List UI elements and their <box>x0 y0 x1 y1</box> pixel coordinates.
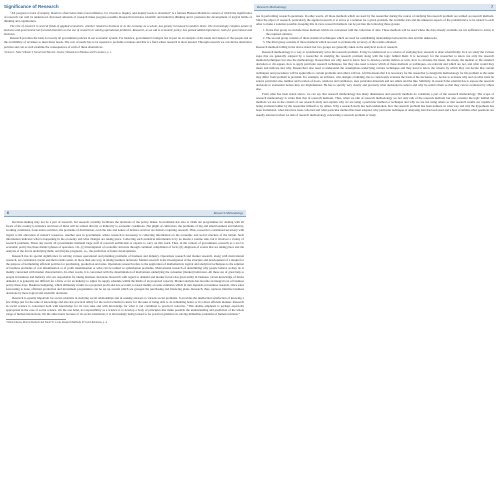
footnote-rule <box>6 319 66 320</box>
paragraph: The role of research in several fields of applied economics, whether related to business or to the economy as a whole, has greatly increased in modern times. The increasingly complex nature of business and government has focused attention on the use of research in solving operational problems. Research, as an aid to economic policy, has gained added importance, both for government and business. <box>4 23 252 37</box>
running-head: Research Methodology <box>257 5 287 9</box>
page-header <box>254 4 496 11</box>
footnote: ¹ Robert C. Meir, William T. Newell and Harold L. Dazier, Simulation in Business and Economics, p. 1. <box>4 50 112 54</box>
paragraph: From what has been stated above, we can say that research methodology has many dimensions and research methods do constitute a part of the research methodology. The scope of research methodology is wider than that of research methods. Thus, when we talk of research methodology we not only talk of the research methods but also consider the logic behind the methods we use in the context of our research study and explain why we are using a particular method or technique and why we are not using others so that research results are capable of being evaluated either by the researcher himself or by others. Why a research study has been undertaken, how the research problem has been defined, in what way and why the hypothesis has been formulated, what data have been collected and what particular method has been adopted, why particular technique of analysing data has been used and a host of similar other questions are usually answered when we talk of research methodology concerning a research problem or study. <box>256 91 494 117</box>
page-header <box>4 210 246 217</box>
body-text <box>4 220 246 317</box>
method-groups-list <box>256 28 494 45</box>
left-page <box>4 210 246 496</box>
top-page-fragment <box>4 4 252 204</box>
paragraph: Research provides the basis for nearly all government policies in our economic system. For instance, government’s budgets rest in part on an analysis of the needs and desires of the people and on the availability of revenues to meet these needs. The cost of needs has to be equated to probable revenues and this is a field where research is most needed. Through research we can devise alternative policies and can as well examine the consequences of each of these alternatives. <box>4 36 252 49</box>
list-item: 2. The second group consists of those statistical techniques which are used for establishing relationships between the data and the unknowns; <box>266 36 494 40</box>
page-number: 6 <box>7 211 9 215</box>
paragraph: Research has its special significance in solving various operational and planning problems of business and industry. Operations research and market research, along with motivational research, are considered crucial and their results assist, in more than one way, in taking business decisions. Market research is the investigation of the structure and development of a market for the purpose of formulating efficient policies for purchasing, production and sales. Operations research refers to the application of mathematical, logical and analytical techniques to the solution of business problems of cost minimisation or of profit maximisation or what can be termed as optimisation problems. Motivational research of determining why people behave as they do is mainly concerned with market characteristics. In other words, it is concerned with the determination of motivations underlying the consumer (market) behaviour. All these are of great help to people in business and industry who are responsible for taking business decisions. Research with regard to demand and market factors has great utility in business. Given knowledge of future demand, it is generally not difficult for a firm, or for an industry to adjust its supply schedule within the limits of its projected capacity. Market analysis has become an integral tool of business policy these days. Business budgeting, which ultimately results in a projected profit and loss account, is based mainly on sales estimates which in turn depends on business research. Once sales forecasting is done, efficient production and investment programmes can be set up around which are grouped the purchasing and financing plans. Research, thus, replaces intuitive business decisions by more logical and scientific decisions. <box>6 253 244 296</box>
paragraph: Decision-making may not be a part of research, but research certainly facilitates the decisions of the policy maker. Government has also to chalk out programmes for dealing with all facets of the country’s existence and most of these will be related directly or indirectly to economic conditions. The plight of cultivators, the problems of big and small business and industry, working conditions, trade union activities, the problems of distribution, even the size and nature of defence services are matters requiring research. Thus, research is considered necessary with regard to the allocation of nation’s resources. Another area in government, where research is necessary, is collecting information on the economic and social structure of the nation. Such information indicates what is happening in the economy and what changes are taking place. Collecting such statistical information is by no means a routine task, but it involves a variety of research problems. These day nearly all governments maintain large staff of research technicians or experts to carry on this work. Thus, in the context of government, research as a tool to economic policy has three distinct phases of operation, viz., (i) investigation of economic structure through continual compilation of facts; (ii) diagnosis of events that are taking place and the analysis of the forces underlying them; and (iii) the prognosis, i.e., the prediction of future developments. <box>6 220 244 254</box>
list-item: 1. In the first group we include those methods which are concerned with the collection of data. These methods will be used where the data already available are not sufficient to arrive at the required solution; <box>266 28 494 36</box>
paragraph: “All progress is born of inquiry. Doubt is often better than overconfidence, for it leads to inquiry, and inquiry leads to invention” is a famous Hudson Maxim in context of which the significance of research can well be understood. Increased amounts of research make progress possible. Research inculcates scientific and inductive thinking and it promotes the development of logical habits of thinking and organisation. <box>4 11 252 24</box>
right-page <box>254 4 496 496</box>
running-head: Research Methodology <box>213 211 243 215</box>
paragraph: Research methods falling in the above stated last two groups are generally taken as the analytical tools of research. <box>256 45 399 50</box>
paragraph: use in performing research operations. In other words, all those methods which are used by the researcher during the course of studying his research problem are termed as research methods. Since the object of research, particularly the applied research, it to arrive at a solution for a given problem, the available data and the unknown aspects of the problem have to be related to each other to make a solution possible. Keeping this in view, research methods can be put into the following three groups: <box>256 14 494 27</box>
paragraph: Research is equally important for social scientists in studying social relationships and in seeking answers to various social problems. It provides the intellectual satisfaction of knowing a few things just for the sake of knowledge and also has practical utility for the social scientist to know for the sake of being able to do something better or in a more efficient manner. Research in social science is concerned both with knowledge for its own sake and with knowledge for what it can contribute to practical concerns. “This double emphasis is perhaps especially appropriate in the case of social science. On the one hand, its responsibility as a science is to develop a body of principles that make possible the understanding and prediction of the whole range of human interactions. On the other hand, because of its social orientation, it is increasingly being looked to for practical guidance in solving immediate problems of human relations.” <box>6 295 244 317</box>
paragraph: Research methodology is a way to systematically solve the research problem. It may be understood as a science of studying how research is done scientifically. In it we study the various steps that are generally adopted by a researcher in studying his research problem along with the logic behind them. It is necessary for the researcher to know not only the research methods/techniques but also the methodology. Researchers not only need to know how to develop certain indices or tests, how to calculate the mean, the mode, the median or the standard deviation or chi-square, how to apply particular research techniques, but they also need to know which of these methods or techniques, are relevant and which are not, and what would they mean and indicate and why. Researchers also need to understand the assumptions underlying various techniques and they need to know the criteria by which they can decide that certain techniques and procedures will be applicable to certain problems and others will not. All this means that it is necessary for the researcher to design his methodology for his problem as the same may differ from problem to problem. For example, an architect, who designs a building, has to consciously evaluate the basis of his decisions, i.e., he has to evaluate why and on what basis he selects particular size, number and location of doors, windows and ventilators, uses particular materials and not others and the like. Similarly, in research the scientist has to expose the research decisions to evaluation before they are implemented. He has to specify very clearly and precisely what decisions he selects and why he selects them so that they can be evaluated by others also. <box>256 49 494 92</box>
section-title: Significance of Research <box>4 4 59 9</box>
list-item: 3. The third group consists of those methods which are used to evaluate the accuracy of the results obtained. <box>266 40 494 44</box>
body-text <box>254 14 496 117</box>
page-number: 7 <box>491 5 493 9</box>
footnote: ² Marie Jahoda, Morton Deutsch and Stuart W. Cook, Research Methods in Social Relations, p. 4. <box>6 320 108 324</box>
